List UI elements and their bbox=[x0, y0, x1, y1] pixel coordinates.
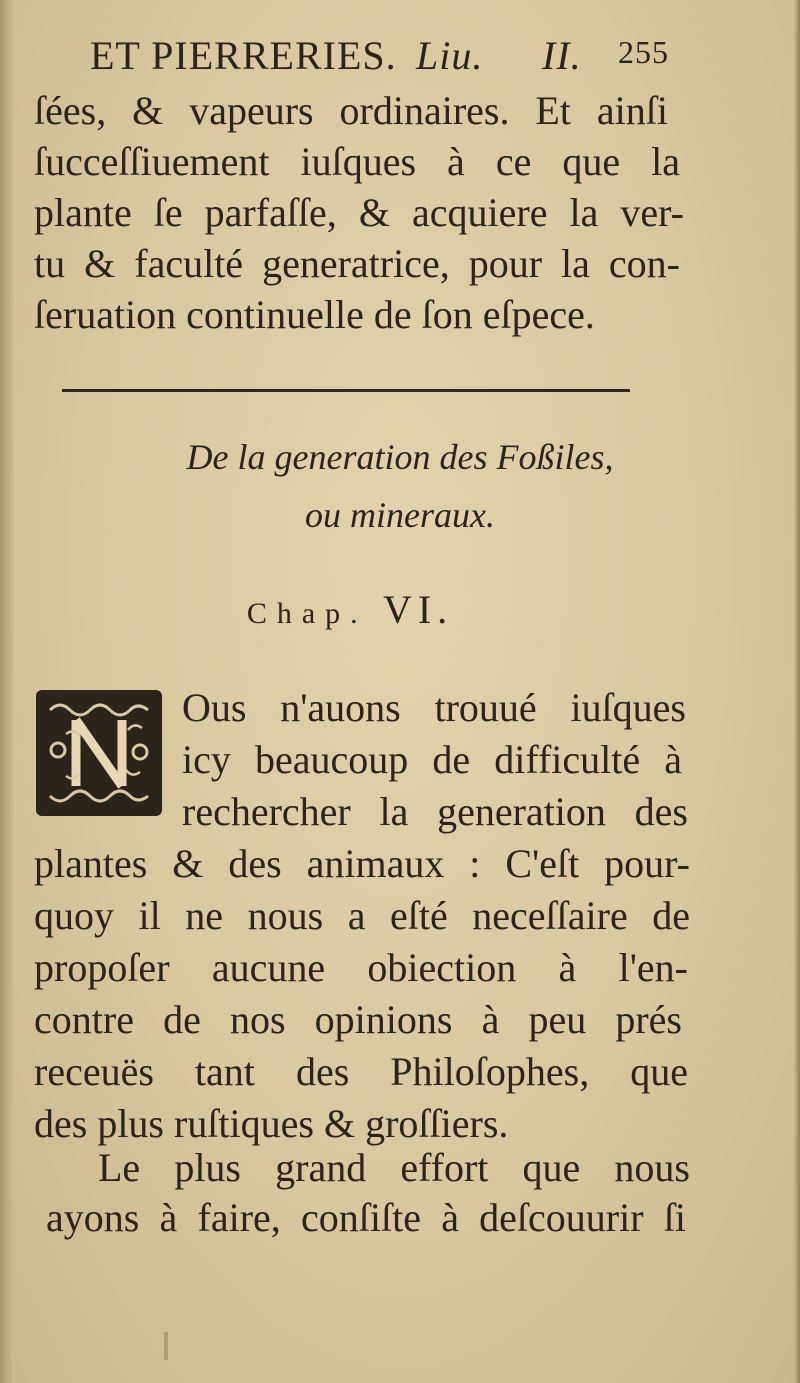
chapter-word: Chap. bbox=[246, 597, 368, 630]
body-line: des plus ruſtiques & groſſiers. bbox=[34, 1101, 509, 1146]
chapter-number: VI. bbox=[382, 587, 454, 632]
body-line: rechercher la generation des bbox=[182, 789, 688, 834]
running-head-book-number: II. bbox=[542, 33, 582, 78]
body-line: quoy il ne nous a eſté neceſſaire de bbox=[34, 893, 690, 938]
text-line: ſées, & vapeurs ordinaires. Et ainſi bbox=[34, 88, 668, 133]
body-line: Ous n'auons trouué iuſques bbox=[182, 685, 686, 730]
body-line: propoſer aucune obiection à l'en- bbox=[34, 945, 688, 990]
text-line: tu & faculté generatrice, pour la con- bbox=[34, 241, 680, 286]
text-line: ſucceſſiuement iuſques à ce que la bbox=[34, 139, 680, 184]
running-head-book: Liu. bbox=[416, 33, 484, 78]
dropcap-ornament bbox=[36, 690, 162, 816]
body-line: contre de nos opinions à peu prés bbox=[34, 997, 682, 1042]
body-line: Le plus grand effort que nous bbox=[98, 1145, 690, 1190]
body-line: ayons à faire, conſiſte à deſcouurir ſi bbox=[46, 1195, 686, 1240]
body-line: icy beaucoup de difficulté à bbox=[182, 737, 682, 782]
body-line: receuës tant des Philoſophes, que bbox=[34, 1049, 688, 1094]
paper-mark bbox=[164, 1332, 168, 1360]
running-head-title: ET PIERRERIES. bbox=[90, 33, 397, 78]
ornamental-dropcap bbox=[36, 690, 162, 816]
page-number: 255 bbox=[618, 34, 669, 70]
chapter-heading-line1: De la generation des Foßiles, bbox=[186, 437, 614, 477]
chapter-heading-line2: ou mineraux. bbox=[305, 495, 495, 535]
body-line: plantes & des animaux : C'eſt pour- bbox=[34, 841, 690, 886]
text-line: plante ſe parfaſſe, & acquiere la ver- bbox=[34, 190, 684, 235]
section-divider bbox=[62, 389, 630, 392]
text-line: ſeruation continuelle de ſon eſpece. bbox=[34, 292, 595, 337]
chapter-label bbox=[0, 586, 700, 633]
